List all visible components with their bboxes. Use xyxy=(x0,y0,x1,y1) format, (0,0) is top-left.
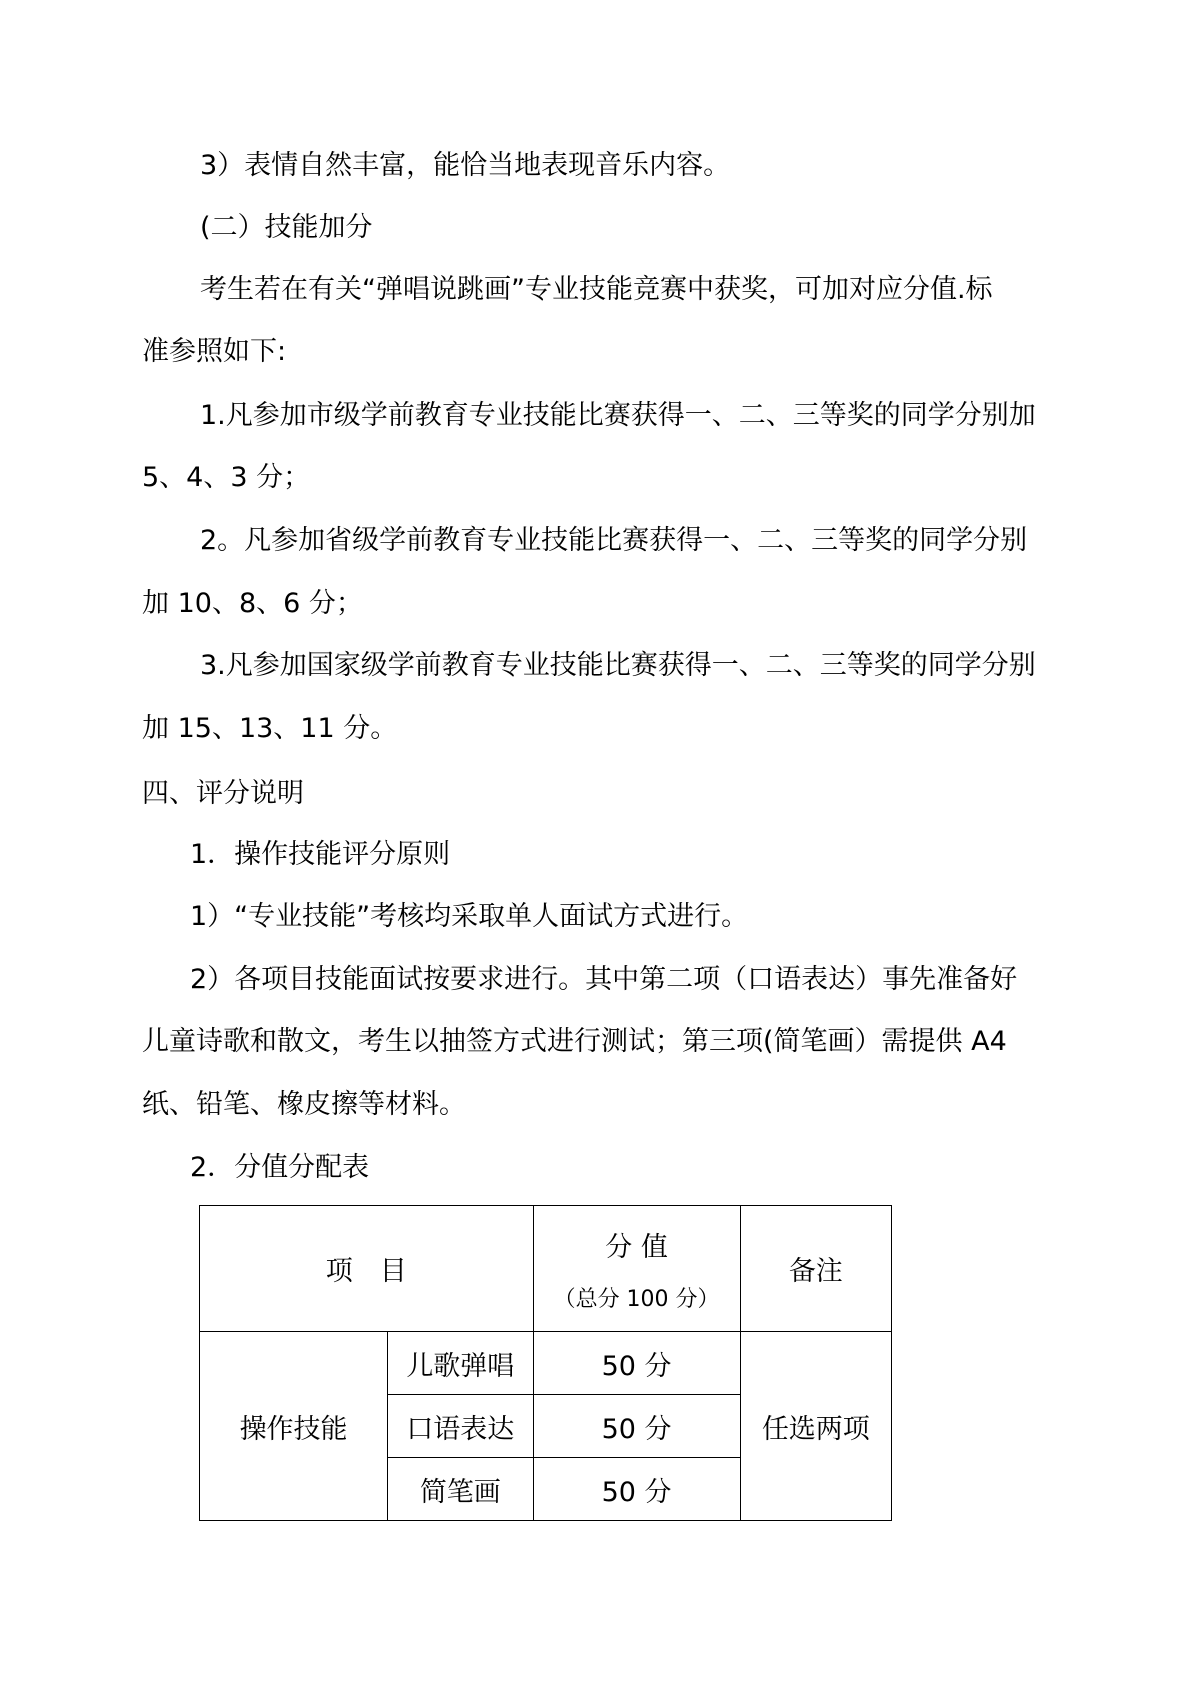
paragraph-province-level-line1: 2。凡参加省级学前教育专业技能比赛获得一、二、三等奖的同学分别 xyxy=(200,525,1028,556)
header-remark-label: 备注 xyxy=(788,1256,843,1287)
item-name-cell: 简笔画 xyxy=(388,1458,533,1521)
header-cell-item xyxy=(200,1206,534,1332)
paragraph-interview-requirements-line1: 2）各项目技能面试按要求进行。其中第二项（口语表达）事先准备好 xyxy=(190,964,1018,995)
item-score-cell: 50 分 xyxy=(533,1458,740,1521)
paragraph-interview-requirements-line3: 纸、铅笔、橡皮擦等材料。 xyxy=(142,1089,466,1120)
table-header-row xyxy=(200,1206,892,1332)
paragraph-national-level-line1: 3.凡参加国家级学前教育专业技能比赛获得一、二、三等奖的同学分别 xyxy=(200,650,1036,681)
item-score-cell: 50 分 xyxy=(533,1395,740,1458)
remark-cell: 任选两项 xyxy=(740,1332,891,1521)
subheading-scoring-principles: 1．操作技能评分原则 xyxy=(190,839,451,870)
item-name-cell: 儿歌弹唱 xyxy=(388,1332,533,1395)
header-item-label: 项 目 xyxy=(325,1256,407,1287)
subheading-score-table: 2．分值分配表 xyxy=(190,1152,370,1183)
paragraph-interview-method: 1）“专业技能”考核均采取单人面试方式进行。 xyxy=(190,901,749,932)
section-heading-scoring: 四、评分说明 xyxy=(142,778,304,809)
item-name-cell: 口语表达 xyxy=(388,1395,533,1458)
header-score-label: 分 值 xyxy=(605,1231,668,1263)
table-row xyxy=(200,1332,892,1395)
paragraph-national-level-line2: 加 15、13、11 分。 xyxy=(142,713,398,744)
heading-skill-bonus: (二）技能加分 xyxy=(200,212,373,243)
paragraph-bonus-intro-line2: 准参照如下: xyxy=(142,336,287,367)
header-cell-remark xyxy=(740,1206,891,1332)
header-cell-score xyxy=(533,1206,740,1332)
paragraph-city-level-line2: 5、4、3 分； xyxy=(142,462,311,493)
item-score-cell: 50 分 xyxy=(533,1332,740,1395)
paragraph-bonus-intro-line1: 考生若在有关“弹唱说跳画”专业技能竞赛中获奖，可加对应分值.标 xyxy=(200,274,993,305)
paragraph-expression: 3）表情自然丰富，能恰当地表现音乐内容。 xyxy=(200,150,731,181)
paragraph-city-level-line1: 1.凡参加市级学前教育专业技能比赛获得一、二、三等奖的同学分别加 xyxy=(200,400,1036,431)
group-cell-operation-skills: 操作技能 xyxy=(200,1332,388,1521)
paragraph-interview-requirements-line2: 儿童诗歌和散文，考生以抽签方式进行测试；第三项(简笔画）需提供 A4 xyxy=(142,1026,1007,1057)
header-score-total-note: （总分 100 分） xyxy=(553,1286,720,1312)
score-allocation-table xyxy=(199,1205,892,1521)
paragraph-province-level-line2: 加 10、8、6 分； xyxy=(142,588,363,619)
